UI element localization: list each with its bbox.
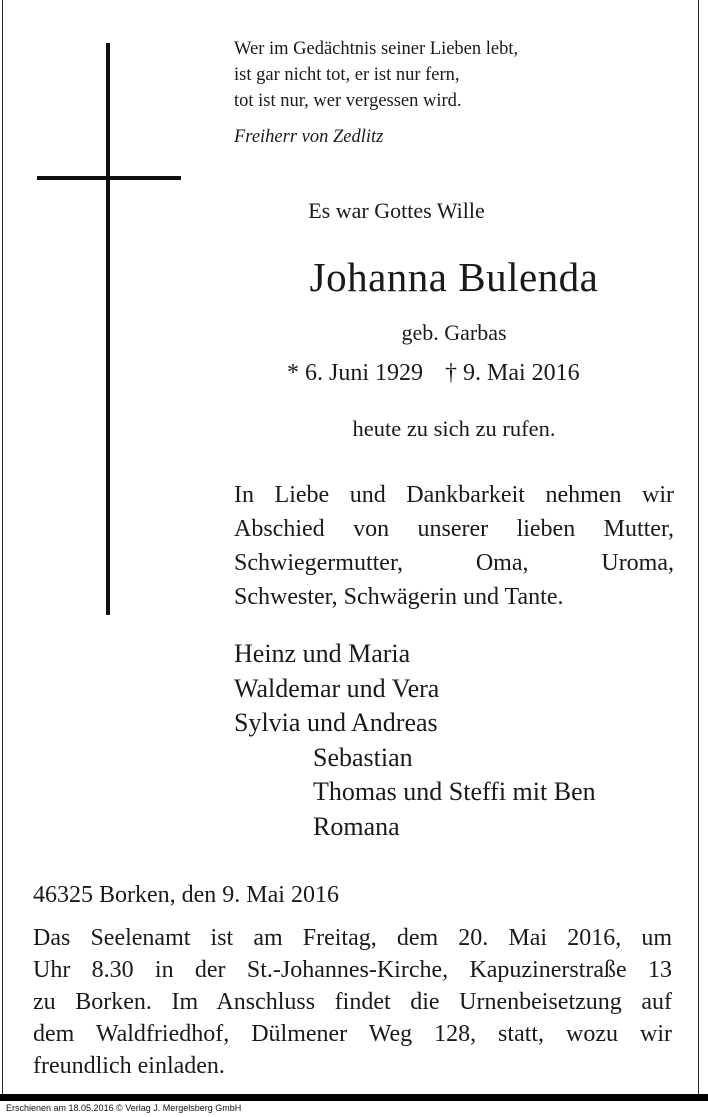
intro-text: Es war Gottes Wille bbox=[308, 198, 485, 223]
poem-line: ist gar nicht tot, er ist nur fern, bbox=[234, 65, 460, 85]
frame-bottom-bar bbox=[0, 1094, 708, 1101]
thanks-paragraph bbox=[234, 478, 674, 614]
family-couple: Sylvia und Andreas bbox=[234, 708, 438, 737]
notice-line: Uhr 8.30 in der St.-Johannes-Kirche, Kapuzinerstraße 13 bbox=[33, 957, 672, 983]
place-date: 46325 Borken, den 9. Mai 2016 bbox=[33, 882, 339, 908]
thanks-line: Schwiegermutter, Oma, Uroma, bbox=[234, 550, 674, 576]
outro-text: heute zu sich zu rufen. bbox=[352, 416, 556, 441]
poem bbox=[234, 36, 518, 114]
service-notice bbox=[33, 922, 672, 1082]
family-grandchild: Romana bbox=[313, 811, 400, 841]
poem-author: Freiherr von Zedlitz bbox=[234, 127, 384, 147]
family-grandchild: Thomas und Steffi mit Ben bbox=[313, 777, 596, 806]
family-grandchild: Sebastian bbox=[313, 742, 413, 772]
thanks-line: Schwester, Schwägerin und Tante. bbox=[234, 584, 564, 610]
notice-line: Das Seelenamt ist am Freitag, dem 20. Mai 2016, um bbox=[33, 925, 672, 951]
family-couple: Waldemar und Vera bbox=[234, 673, 440, 703]
maiden-name: geb. Garbas bbox=[401, 320, 507, 345]
cross-horizontal-beam bbox=[37, 176, 181, 180]
family-couple: Heinz und Maria bbox=[234, 639, 411, 668]
publisher-credit: Erschienen am 18.05.2016 © Verlag J. Mergelsberg GmbH bbox=[6, 1103, 242, 1113]
poem-line: Wer im Gedächtnis seiner Lieben lebt, bbox=[234, 39, 519, 59]
death-date: † 9. Mai 2016 bbox=[445, 360, 580, 386]
deceased-name: Johanna Bulenda bbox=[309, 254, 599, 300]
notice-line: zu Borken. Im Anschluss findet die Urnenbeisetzung auf bbox=[33, 989, 672, 1015]
thanks-line: Abschied von unserer lieben Mutter, bbox=[234, 516, 674, 542]
birth-date: * 6. Juni 1929 bbox=[287, 360, 424, 386]
notice-line: dem Waldfriedhof, Dülmener Weg 128, statt, wozu wir bbox=[33, 1021, 672, 1047]
family-list bbox=[234, 637, 596, 844]
life-dates bbox=[287, 360, 580, 387]
notice-line: freundlich einladen. bbox=[33, 1053, 225, 1079]
thanks-line: In Liebe und Dankbarkeit nehmen wir bbox=[234, 482, 674, 508]
poem-line: tot ist nur, wer vergessen wird. bbox=[234, 91, 462, 111]
